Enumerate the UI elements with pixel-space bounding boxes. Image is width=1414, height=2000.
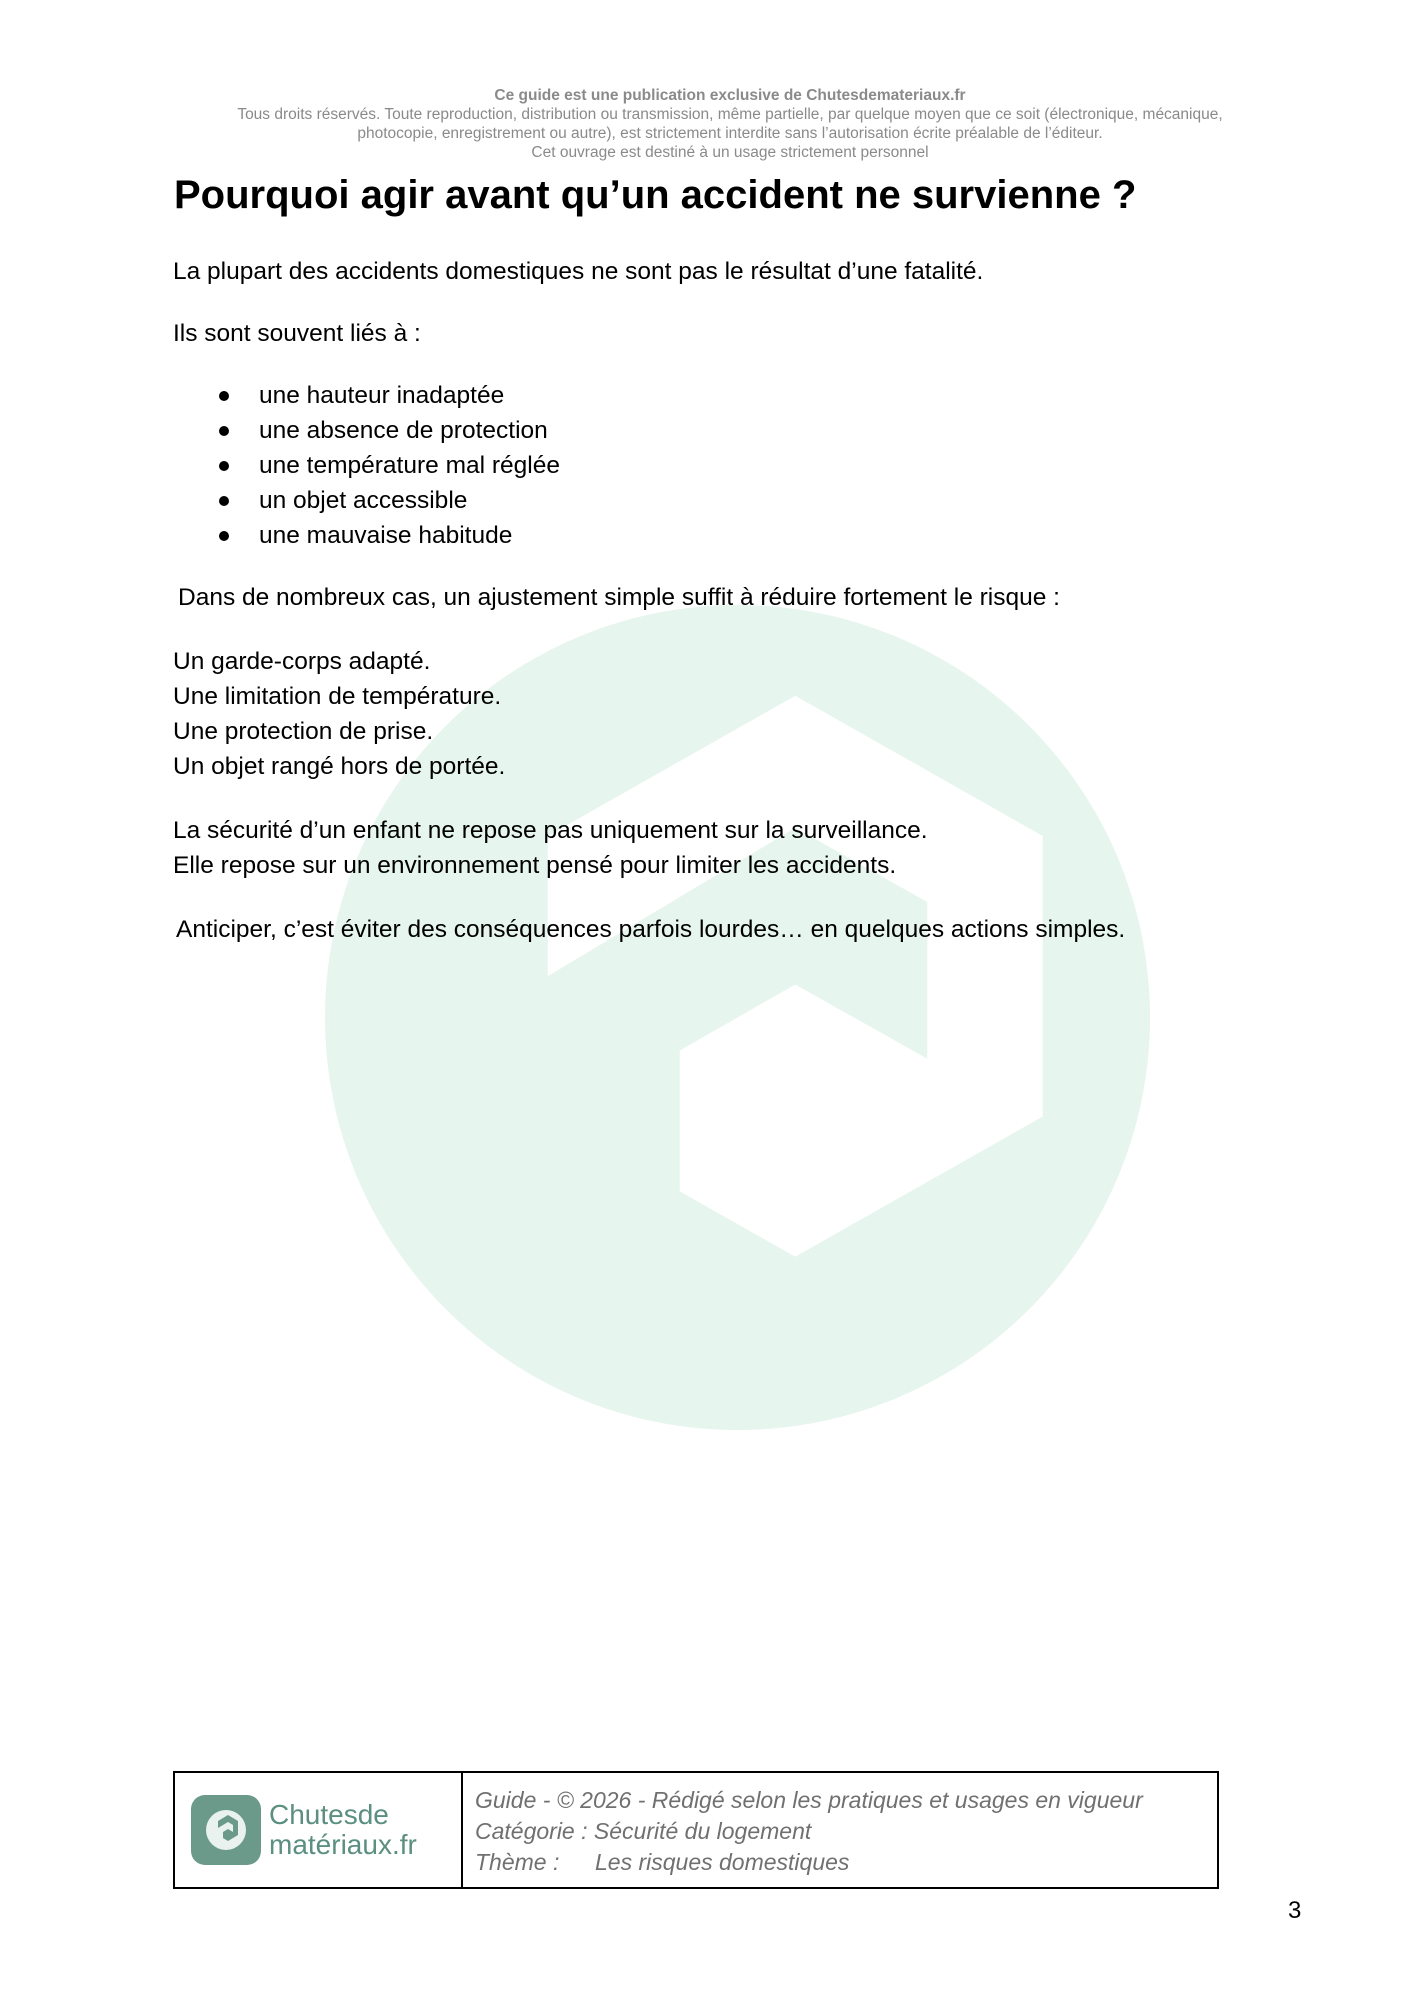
safety-line: Elle repose sur un environnement pensé pour limiter les accidents.	[173, 852, 897, 879]
copyright-line: photocopie, enregistrement ou autre), est strictement interdite sans l’autorisation écrite préalable de l’éditeur.	[357, 125, 1103, 142]
safety-paragraph	[173, 813, 928, 883]
footer-box	[173, 1771, 1219, 1889]
bullet-icon	[219, 496, 229, 506]
risk-factor-list	[173, 378, 560, 553]
copyright-line: Cet ouvrage est destiné à un usage strictement personnel	[531, 144, 929, 161]
list-item: un objet accessible	[173, 483, 560, 518]
list-item: une température mal réglée	[173, 448, 560, 483]
bullet-icon	[219, 531, 229, 541]
copyright-notice	[160, 86, 1300, 162]
brand-name: Chutesde matériaux.fr	[269, 1799, 417, 1860]
footer-theme-line: Thème : Les risques domestiques	[475, 1849, 850, 1875]
adjustment-line: Une limitation de température.	[173, 683, 502, 710]
intro-paragraph: La plupart des accidents domestiques ne sont pas le résultat d’une fatalité.	[173, 258, 984, 285]
adjustment-intro: Dans de nombreux cas, un ajustement simple suffit à réduire fortement le risque :	[178, 584, 1060, 611]
footer-logo	[175, 1773, 463, 1887]
copyright-title: Ce guide est une publication exclusive de Chutesdemateriaux.fr	[494, 87, 966, 104]
page-title: Pourquoi agir avant qu’un accident ne survienne ?	[174, 173, 1137, 217]
copyright-line: Tous droits réservés. Toute reproduction, distribution ou transmission, même partielle, par quelque moyen que ce soit (électronique, mécanique,	[237, 106, 1223, 123]
bullet-icon	[219, 391, 229, 401]
bullet-icon	[219, 426, 229, 436]
conclusion-paragraph: Anticiper, c’est éviter des conséquences parfois lourdes… en quelques actions simples.	[176, 916, 1126, 943]
brand-logo-icon	[191, 1795, 261, 1865]
list-item: une absence de protection	[173, 413, 560, 448]
footer-guide-line: Guide - © 2026 - Rédigé selon les pratiques et usages en vigueur	[475, 1787, 1143, 1813]
list-item: une hauteur inadaptée	[173, 378, 560, 413]
list-item: une mauvaise habitude	[173, 518, 560, 553]
bullet-icon	[219, 461, 229, 471]
adjustment-lines	[173, 644, 505, 784]
adjustment-line: Un garde-corps adapté.	[173, 648, 431, 675]
adjustment-line: Un objet rangé hors de portée.	[173, 753, 506, 780]
page-number: 3	[1288, 1897, 1302, 1924]
footer-category-line: Catégorie : Sécurité du logement	[475, 1818, 812, 1844]
safety-line: La sécurité d’un enfant ne repose pas uniquement sur la surveillance.	[173, 817, 928, 844]
list-intro: Ils sont souvent liés à :	[173, 320, 421, 347]
adjustment-line: Une protection de prise.	[173, 718, 434, 745]
footer-info	[463, 1773, 1143, 1887]
